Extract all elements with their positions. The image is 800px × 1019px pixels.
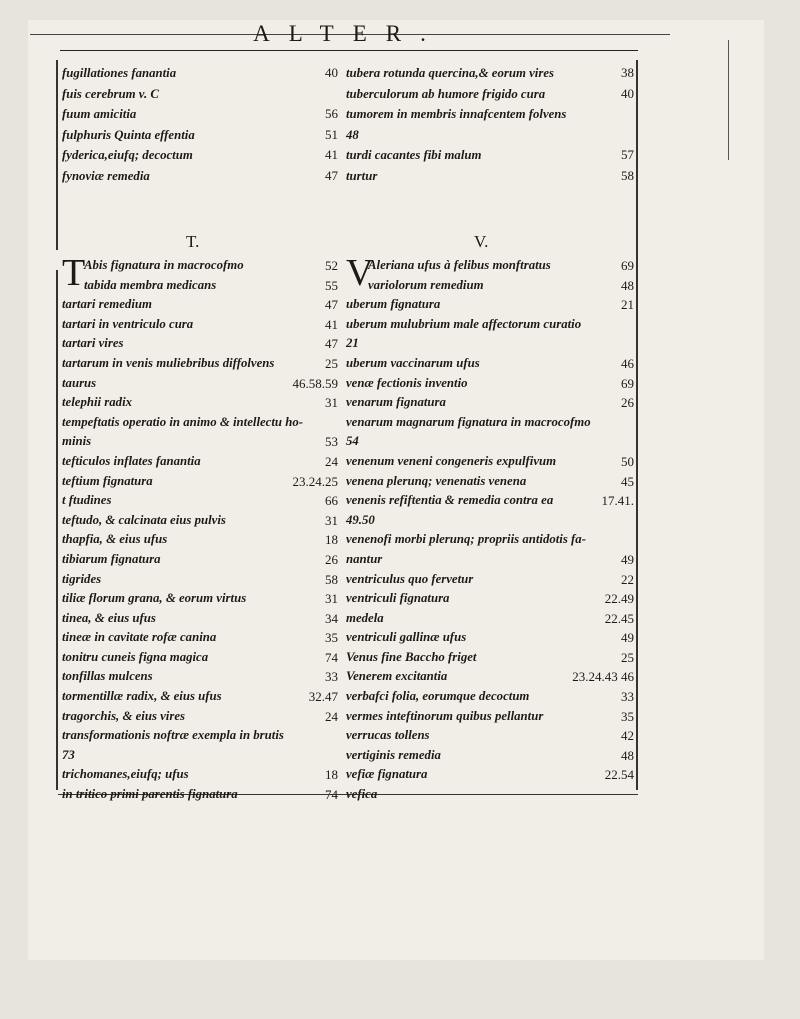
index-entry — [346, 628, 634, 648]
index-entry-page: 47 — [325, 336, 338, 352]
index-entry-page: 58 — [325, 571, 338, 587]
index-entry-term: uberum mulubrium male affectorum curatio — [346, 316, 582, 331]
index-entry — [62, 295, 338, 315]
index-entry — [62, 393, 338, 413]
index-entry-page: 22 — [621, 571, 634, 587]
index-entry — [62, 589, 338, 609]
index-entry-page: 32.47 — [308, 689, 338, 705]
index-entry-page: 26 — [621, 395, 634, 411]
index-entry-term: teftium fignatura — [62, 473, 153, 488]
index-entry-page: 47 — [325, 167, 338, 183]
index-entry-term: taurus — [62, 375, 97, 390]
page-edge-line — [728, 40, 729, 160]
index-entry — [62, 84, 338, 105]
index-entry — [346, 550, 634, 570]
index-entry-term: telephii radix — [62, 395, 133, 410]
index-entry-page: 21 — [621, 297, 634, 313]
index-entry — [346, 491, 634, 511]
left-margin-rule-top — [56, 60, 58, 250]
index-entry-page: 23.24.25 — [292, 473, 338, 489]
running-header: ALTER. — [60, 20, 638, 51]
index-entry-page: 53 — [325, 434, 338, 450]
index-entry-term: fulphuris Quinta effentia — [62, 127, 195, 142]
top-left-index-block — [62, 63, 338, 186]
index-entry — [62, 667, 338, 687]
index-entry-term: ventriculus quo fervetur — [346, 571, 474, 586]
index-entry-term: turtur — [346, 168, 378, 183]
index-entry — [62, 413, 338, 433]
index-entry — [346, 104, 634, 125]
index-entry-term: tabida membra medicans — [84, 277, 217, 292]
index-entry-page: 51 — [325, 126, 338, 142]
index-entry-page: 22.49 — [604, 591, 634, 607]
index-entry-term: tiliæ florum grana, & eorum virtus — [62, 591, 247, 606]
index-entry-term: tinea, & eius ufus — [62, 610, 156, 625]
index-entry-term: 49.50 — [346, 512, 375, 527]
index-entry-term: Aleriana ufus à felibus monftratus — [368, 258, 551, 272]
index-entry-term: tonfillas mulcens — [62, 669, 153, 684]
index-entry — [346, 687, 634, 707]
index-entry — [62, 63, 338, 84]
index-entry-term: verbafci folia, eorumque decoctum — [346, 689, 530, 704]
index-entry — [62, 166, 338, 187]
index-entry-page: 31 — [325, 395, 338, 411]
index-entry — [62, 726, 338, 746]
index-entry — [62, 315, 338, 335]
index-entry-term: vefica — [346, 787, 378, 802]
index-entry-term: tartari in ventriculo cura — [62, 316, 194, 331]
index-entry-term: verrucas tollens — [346, 728, 430, 743]
index-entry-term: tartarum in venis muliebribus diffolvens — [62, 355, 275, 370]
index-entry-term: 48 — [346, 127, 359, 142]
index-entry — [62, 707, 338, 727]
index-entry — [346, 785, 634, 805]
index-entry — [62, 511, 338, 531]
index-entry — [346, 589, 634, 609]
index-entry — [62, 256, 338, 276]
index-entry-page: 33 — [325, 669, 338, 685]
index-entry-term: ventriculi gallinæ ufus — [346, 630, 467, 645]
index-entry — [346, 648, 634, 668]
index-entry — [346, 609, 634, 629]
index-entry-term: fugillationes fanantia — [62, 66, 177, 80]
index-entry-page: 45 — [621, 473, 634, 489]
index-entry-page: 34 — [325, 610, 338, 626]
index-entry-page: 48 — [621, 277, 634, 293]
index-entry — [346, 295, 634, 315]
index-entry-page: 47 — [325, 297, 338, 313]
index-entry — [62, 550, 338, 570]
index-entry — [62, 765, 338, 785]
dropcap-t: T — [62, 252, 86, 294]
index-entry-page: 25 — [621, 649, 634, 665]
index-entry-term: variolorum remedium — [368, 277, 484, 292]
index-entry — [346, 374, 634, 394]
index-entry — [62, 687, 338, 707]
index-entry-page: 23.24.43 46 — [572, 669, 634, 685]
index-entry-page: 41 — [325, 316, 338, 332]
index-entry — [346, 354, 634, 374]
index-entry-term: minis — [62, 434, 92, 449]
index-entry-page: 38 — [621, 65, 634, 80]
index-entry-page: 17.41. — [601, 493, 634, 509]
index-entry-term: tefticulos inflates fanantia — [62, 453, 201, 468]
index-entry — [62, 472, 338, 492]
index-entry — [62, 746, 338, 766]
index-entry — [62, 276, 338, 296]
index-entry-page: 40 — [621, 85, 634, 101]
index-entry — [346, 315, 634, 335]
index-entry-term: 73 — [62, 747, 75, 762]
index-entry-term: tartari remedium — [62, 297, 152, 312]
index-entry-page: 57 — [621, 147, 634, 162]
index-entry — [62, 452, 338, 472]
index-entry — [346, 145, 634, 166]
index-entry-term: fuis cerebrum v. C — [62, 86, 159, 101]
index-entry — [346, 166, 634, 187]
index-entry-page: 46.58.59 — [292, 375, 338, 391]
index-entry — [346, 63, 634, 84]
index-entry-page: 69 — [621, 375, 634, 391]
index-entry — [62, 609, 338, 629]
index-entry-term: tibiarum fignatura — [62, 551, 161, 566]
index-entry — [346, 125, 634, 146]
index-entry-term: uberum vaccinarum ufus — [346, 355, 480, 370]
index-entry-page: 31 — [325, 591, 338, 607]
index-entry-term: 54 — [346, 434, 359, 449]
right-index-column — [346, 252, 634, 805]
index-entry-term: venenis refiftentia & remedia contra ea — [346, 493, 554, 508]
left-index-column — [62, 252, 338, 805]
index-entry-page: 55 — [325, 277, 338, 293]
index-entry-page: 46 — [621, 355, 634, 371]
index-entry — [346, 393, 634, 413]
index-entry-page: 49 — [621, 630, 634, 646]
index-entry-page: 49 — [621, 551, 634, 567]
dropcap-v: V — [346, 252, 374, 294]
index-entry-term: Venerem excitantia — [346, 669, 448, 684]
index-entry-term: transformationis noftræ exempla in brutis — [62, 728, 284, 743]
index-entry-page: 22.54 — [604, 767, 634, 783]
index-entry — [346, 570, 634, 590]
index-entry — [346, 472, 634, 492]
index-entry — [346, 667, 634, 687]
index-entry-term: tuberculorum ab humore frigido cura — [346, 86, 546, 101]
index-entry — [346, 726, 634, 746]
index-entry — [346, 746, 634, 766]
index-entry-term: venarum magnarum fignatura in macrocofmo — [346, 414, 591, 429]
index-entry-page: 58 — [621, 167, 634, 183]
index-entry-term: turdi cacantes fibi malum — [346, 148, 482, 162]
index-entry — [62, 334, 338, 354]
index-entry — [346, 511, 634, 531]
index-entry-page: 56 — [325, 106, 338, 121]
index-entry — [62, 374, 338, 394]
index-entry-term: tubera rotunda quercina,& eorum vires — [346, 66, 554, 80]
index-entry-term: vertiginis remedia — [346, 747, 441, 762]
index-entry-term: tigrides — [62, 571, 102, 586]
index-entry-term: tragorchis, & eius vires — [62, 708, 186, 723]
index-entry — [62, 104, 338, 125]
index-entry-page: 18 — [325, 532, 338, 548]
right-margin-rule — [636, 60, 638, 790]
index-entry — [62, 145, 338, 166]
index-entry-page: 74 — [325, 649, 338, 665]
index-entry — [62, 125, 338, 146]
index-entry-page: 42 — [621, 728, 634, 744]
index-entry — [346, 84, 634, 105]
index-entry-term: tartari vires — [62, 336, 124, 351]
index-entry — [62, 648, 338, 668]
index-entry-page: 22.45 — [604, 610, 634, 626]
index-entry-page: 24 — [325, 708, 338, 724]
index-entry — [62, 785, 338, 805]
index-entry-term: thapfia, & eius ufus — [62, 532, 168, 547]
index-entry-page: 41 — [325, 147, 338, 162]
index-entry-term: nantur — [346, 551, 383, 566]
section-letter-v: V. — [474, 232, 489, 251]
index-entry-term: Abis fignatura in macrocofmo — [84, 258, 244, 272]
index-entry-term: trichomanes,eiufq; ufus — [62, 767, 189, 782]
index-entry — [62, 570, 338, 590]
index-entry — [346, 452, 634, 472]
index-entry-page: 48 — [621, 747, 634, 763]
index-entry — [346, 276, 634, 296]
index-entry — [346, 413, 634, 433]
index-entry-page: 40 — [325, 65, 338, 80]
index-entry-page: 69 — [621, 258, 634, 273]
index-entry — [346, 530, 634, 550]
index-entry-term: fyderica,eiufq; decoctum — [62, 148, 193, 162]
index-entry — [346, 432, 634, 452]
index-entry — [62, 628, 338, 648]
index-entry-term: venæ fectionis inventio — [346, 375, 468, 390]
index-entry-term: venenofi morbi plerunq; propriis antidotis fa- — [346, 532, 586, 547]
index-entry — [62, 432, 338, 452]
index-entry-term: venena plerunq; venenatis venena — [346, 473, 527, 488]
index-entry — [346, 256, 634, 276]
index-entry-page: 25 — [325, 355, 338, 371]
index-entry-term: vefiæ fignatura — [346, 767, 428, 782]
index-entry — [62, 354, 338, 374]
index-entry-page: 26 — [325, 551, 338, 567]
index-entry — [62, 530, 338, 550]
index-entry-term: tormentillæ radix, & eius ufus — [62, 689, 222, 704]
index-entry-term: teftudo, & calcinata eius pulvis — [62, 512, 226, 527]
index-entry-page: 50 — [621, 453, 634, 469]
index-entry-term: t ftudines — [62, 493, 112, 508]
index-entry-term: vermes inteftinorum quibus pellantur — [346, 708, 544, 723]
index-entry-page: 31 — [325, 512, 338, 528]
index-entry-term: ventriculi fignatura — [346, 591, 450, 606]
index-entry-page: 66 — [325, 493, 338, 509]
index-entry — [346, 334, 634, 354]
index-entry-term: tumorem in membris innafcentem folvens — [346, 107, 567, 121]
index-entry-page: 35 — [621, 708, 634, 724]
left-margin-rule — [56, 270, 58, 790]
index-entry-term: fuum amicitia — [62, 107, 137, 121]
index-entry-page: 33 — [621, 689, 634, 705]
index-entry — [346, 707, 634, 727]
index-entry-term: venenum veneni congeneris expulfivum — [346, 453, 557, 468]
index-entry-page: 24 — [325, 453, 338, 469]
index-entry — [62, 491, 338, 511]
index-entry-page: 35 — [325, 630, 338, 646]
top-right-index-block — [346, 63, 634, 186]
index-entry-page: 18 — [325, 767, 338, 783]
index-entry-term: tempeftatis operatio in animo & intellectu ho- — [62, 414, 304, 429]
index-entry-term: in tritico primi parentis fignatura — [62, 787, 238, 802]
index-entry-term: tonitru cuneis figna magica — [62, 649, 209, 664]
index-entry-term: medela — [346, 610, 384, 625]
index-entry-page: 52 — [325, 258, 338, 273]
index-entry-term: fynoviæ remedia — [62, 168, 150, 183]
index-entry — [346, 765, 634, 785]
index-entry-term: tineæ in cavitate rofæ canina — [62, 630, 217, 645]
index-entry-term: 21 — [346, 336, 359, 351]
index-entry-term: venarum fignatura — [346, 395, 446, 410]
section-letter-t: T. — [186, 232, 200, 251]
index-entry-term: Venus fine Baccho friget — [346, 649, 477, 664]
index-entry-term: uberum fignatura — [346, 297, 441, 312]
index-entry-page: 74 — [325, 787, 338, 803]
